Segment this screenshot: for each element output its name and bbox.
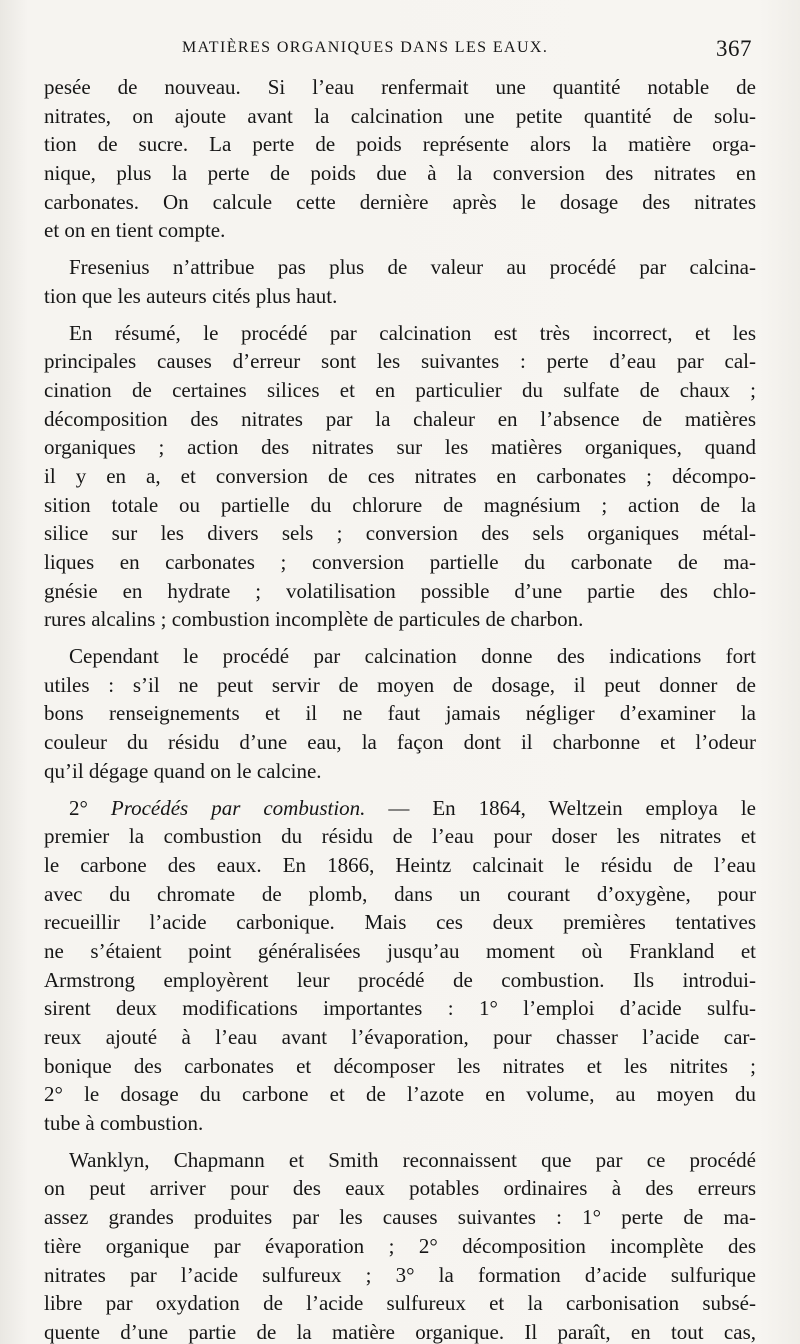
text-line: gnésie en hydrate ; volatilisation possible d’une partie des chlo-	[44, 578, 756, 603]
text-line: principales causes d’erreur sont les suivantes : perte d’eau par cal-	[44, 349, 756, 374]
text-line-segment: — En 1864, Weltzein employa le	[388, 795, 756, 820]
text-line: recueillir l’acide carbonique. Mais ces deux premières tentatives	[44, 910, 756, 935]
text-line: nique, plus la perte de poids due à la conversion des nitrates en	[44, 161, 756, 186]
text-line: 2° le dosage du carbone et de l’azote en volume, au moyen du	[44, 1082, 756, 1107]
text-line: quente d’une partie de la matière organique. Il paraît, en tout cas,	[44, 1319, 756, 1344]
paragraph-4	[44, 642, 756, 785]
text-line: utiles : s’il ne peut servir de moyen de dosage, il peut donner de	[44, 672, 756, 697]
text-line: et on en tient compte.	[44, 218, 226, 243]
text-line: il y en a, et conversion de ces nitrates en carbonates ; décompo-	[44, 463, 756, 488]
section-number: 2°	[69, 795, 88, 820]
paragraph-3	[44, 319, 756, 635]
text-line: pesée de nouveau. Si l’eau renfermait une quantité notable de	[44, 75, 756, 99]
page-number: 367	[716, 36, 752, 61]
text-line: rures alcalins ; combustion incomplète de particules de charbon.	[44, 607, 584, 632]
text-line: tube à combustion.	[44, 1111, 204, 1136]
paragraph-1	[44, 73, 756, 245]
paragraph-2	[44, 253, 756, 310]
text-line: nitrates par l’acide sulfureux ; 3° la formation d’acide sulfurique	[44, 1262, 756, 1287]
running-header	[44, 36, 756, 66]
text-line: couleur du résidu d’une eau, la façon dont il charbonne et l’odeur	[44, 730, 756, 755]
body-text	[44, 73, 756, 1344]
text-line: le carbone des eaux. En 1866, Heintz calcinait le résidu de l’eau	[44, 852, 756, 877]
text-line: Cependant le procédé par calcination donne des indications fort	[69, 644, 756, 669]
text-line: assez grandes produites par les causes suivantes : 1° perte de ma-	[44, 1205, 756, 1230]
text-line: liques en carbonates ; conversion partielle du carbonate de ma-	[44, 550, 756, 574]
text-line: Wanklyn, Chapmann et Smith reconnaissent que par ce procédé	[69, 1147, 756, 1172]
section-heading-line	[44, 794, 756, 823]
text-line: Fresenius n’attribue pas plus de valeur au procédé par calcina-	[69, 255, 756, 280]
paragraph-5	[44, 794, 756, 1138]
text-line: premier la combustion du résidu de l’eau pour doser les nitrates et	[44, 824, 756, 849]
text-line: avec du chromate de plomb, dans un courant d’oxygène, pour	[44, 881, 756, 906]
text-line: bonique des carbonates et décomposer les nitrates et les nitrites ;	[44, 1053, 756, 1078]
chapter-title: MATIÈRES ORGANIQUES DANS LES EAUX.	[182, 39, 549, 56]
text-line: organiques ; action des nitrates sur les matières organiques, quand	[44, 435, 756, 460]
text-line: décomposition des nitrates par la chaleur en l’absence de matières	[44, 406, 756, 431]
text-line: tion de sucre. La perte de poids représente alors la matière orga-	[44, 132, 756, 157]
paragraph-6	[44, 1146, 756, 1344]
text-line: sirent deux modifications importantes : 1° l’emploi d’acide sulfu-	[44, 996, 756, 1021]
text-line: sition totale ou partielle du chlorure de magnésium ; action de la	[44, 492, 756, 517]
text-line: tière organique par évaporation ; 2° décomposition incomplète des	[44, 1233, 756, 1258]
text-line: libre par oxydation de l’acide sulfureux et la carbonisation subsé-	[44, 1291, 756, 1316]
text-line: ne s’étaient point généralisées jusqu’au moment où Frankland et	[44, 938, 756, 963]
text-line: silice sur les divers sels ; conversion des sels organiques métal-	[44, 521, 756, 546]
text-line: carbonates. On calcule cette dernière après le dosage des nitrates	[44, 189, 756, 214]
section-heading: Procédés par combustion.	[110, 795, 366, 820]
text-line: reux ajouté à l’eau avant l’évaporation, pour chasser l’acide car-	[44, 1025, 756, 1049]
text-line: cination de certaines silices et en particulier du sulfate de chaux ;	[44, 377, 756, 402]
text-line: on peut arriver pour des eaux potables ordinaires à des erreurs	[44, 1176, 756, 1201]
text-line: bons renseignements et il ne faut jamais négliger d’examiner la	[44, 701, 756, 726]
text-line: qu’il dégage quand on le calcine.	[44, 758, 322, 783]
text-line: nitrates, on ajoute avant la calcination une petite quantité de solu-	[44, 103, 756, 128]
text-line: tion que les auteurs cités plus haut.	[44, 283, 338, 308]
text-line: En résumé, le procédé par calcination est très incorrect, et les	[69, 320, 756, 345]
text-line: Armstrong employèrent leur procédé de combustion. Ils introdui-	[44, 967, 756, 992]
